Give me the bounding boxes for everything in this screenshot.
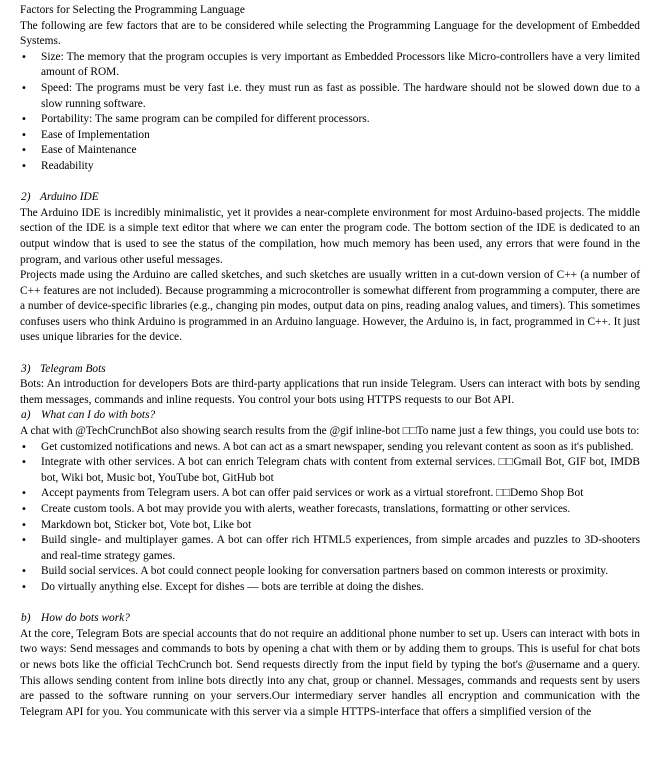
subsection-title: How do bots work? <box>41 612 130 625</box>
list-item: • Markdown bot, Sticker bot, Vote bot, Like bot <box>20 518 640 534</box>
intro-lead: The following are few factors that are to be considered while selecting the Programming Language for the development of Embedded Systems. <box>20 19 640 48</box>
list-item: • Speed: The programs must be very fast i.e. they must run as fast as possible. The hardware should not be slowed down due to a slow running software. <box>20 81 640 112</box>
list-item: • Ease of Maintenance <box>20 143 640 159</box>
list-item: • Do virtually anything else. Except for dishes — bots are terrible at doing the dishes. <box>20 580 640 596</box>
arduino-paragraph-2: Projects made using the Arduino are called sketches, and such sketches are usually written in a cut-down version of C++ (a number of C++ features are not included). Because programming a microcontroller is somewhat different from programming a computer, there are a number of device-specific libraries (e.g., changing pin modes, output data on pins, reading analog values, and timers). This sometimes confuses users who think Arduino is programmed in an Arduino language. However, the Arduino is, in fact, programmed in C++. It just uses unique libraries for the device. <box>20 269 640 344</box>
section-number: 3) <box>21 362 31 375</box>
how-bots-work-paragraph: At the core, Telegram Bots are special accounts that do not require an additional phone number to set up. Users can interact with bots in two ways: Send messages and commands to bots by opening a chat with them or by adding them to groups. This is useful for chat bots or news bots like the official TechCrunch bot. Send requests directly from the input field by typing the bot's @username and a query. This allows sending content from inline bots directly into any chat, group or channel. Messages, commands and requests sent by users are passed to the software running on your servers.Our intermediary server handles all encryption and communication with the Telegram API for you. You communicate with this server via a simple HTTPS-interface that offers a simplified version of the <box>20 627 640 718</box>
list-item: • Build single- and multiplayer games. A bot can offer rich HTML5 experiences, from simple arcades and puzzles to 3D-shooters and real-time strategy games. <box>20 533 640 564</box>
telegram-intro: Bots: An introduction for developers Bots are third-party applications that run inside Telegram. Users can interact with bots by sending them messages, commands and inline requests. You control your bots using HTTPS requests to our Bot API. <box>20 378 640 406</box>
factors-list <box>20 50 640 175</box>
list-item: • Portability: The same program can be compiled for different processors. <box>20 112 640 128</box>
subsection-number: a) <box>21 409 31 422</box>
bots-lead: A chat with @TechCrunchBot also showing search results from the @gif inline-bot □□To name just a few things, you could use bots to: <box>20 425 640 438</box>
bot-uses-list <box>20 440 640 596</box>
section-title: Arduino IDE <box>40 191 99 204</box>
document-page <box>20 3 640 720</box>
list-item: • Get customized notifications and news. A bot can act as a smart newspaper, sending you relevant content as soon as it's published. <box>20 440 640 456</box>
section-heading-arduino <box>20 190 640 206</box>
list-item: • Accept payments from Telegram users. A bot can offer paid services or work as a virtual storefront. □□Demo Shop Bot <box>20 486 640 502</box>
subsection-title: What can I do with bots? <box>41 409 156 422</box>
section-heading-telegram <box>20 362 640 378</box>
list-item: • Readability <box>20 159 640 175</box>
list-item: • Build social services. A bot could connect people looking for conversation partners based on common interests or proximity. <box>20 564 640 580</box>
list-item: • Size: The memory that the program occupies is very important as Embedded Processors like Micro-controllers have a very limited amount of ROM. <box>20 50 640 81</box>
list-item: • Integrate with other services. A bot can enrich Telegram chats with content from external services. □□Gmail Bot, GIF bot, IMDB bot, Wiki bot, Music bot, YouTube bot, GitHub bot <box>20 455 640 486</box>
section-number: 2) <box>21 191 31 204</box>
list-item: • Create custom tools. A bot may provide you with alerts, weather forecasts, translations, formatting or other services. <box>20 502 640 518</box>
subheading-what-can-i-do <box>20 408 640 424</box>
subheading-how-bots-work <box>20 611 640 627</box>
subsection-number: b) <box>21 612 31 625</box>
list-item: • Ease of Implementation <box>20 128 640 144</box>
arduino-paragraph-1: The Arduino IDE is incredibly minimalistic, yet it provides a near-complete environment for most Arduino-based projects. The middle section of the IDE is a simple text editor that where we can enter the program code. The bottom section of the IDE is dedicated to an output window that is used to see the status of the compilation, how much memory has been used, any errors that were found in the program, and various other useful messages. <box>20 206 640 266</box>
page-title: Factors for Selecting the Programming Language <box>20 4 245 16</box>
section-title: Telegram Bots <box>40 362 106 375</box>
